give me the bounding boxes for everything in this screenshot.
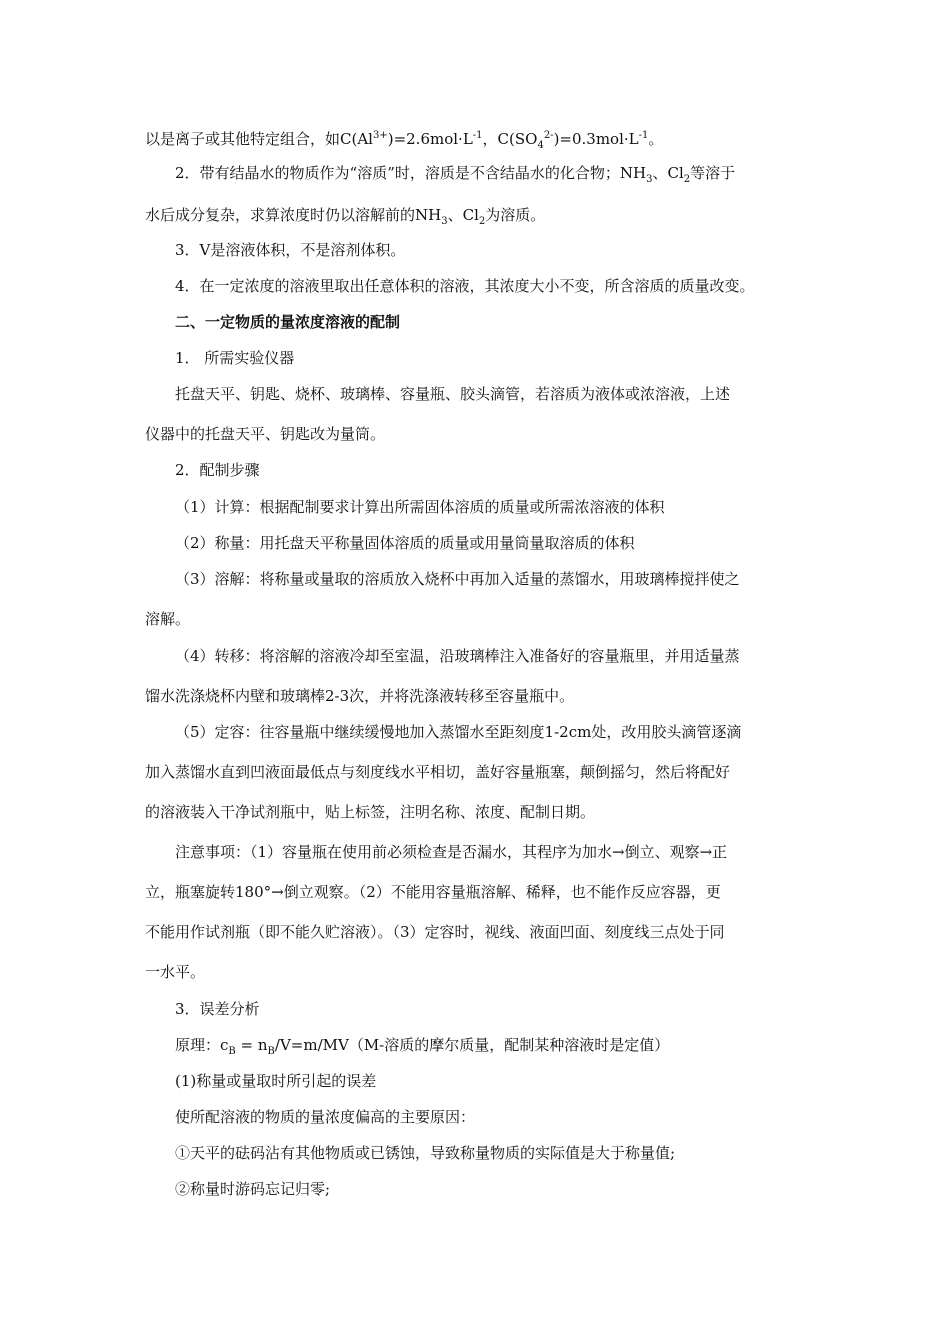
text-span: 2．带有结晶水的物质作为“溶质”时，溶质是不含结晶水的化合物；NH <box>175 164 647 182</box>
step-line: 馏水洗涤烧杯内壁和玻璃棒2-3次，并将洗涤液转移至容量瓶中。 <box>145 687 575 705</box>
subscript: 2 <box>683 174 691 185</box>
step-line: 溶解。 <box>145 610 191 628</box>
text-span: 。 <box>648 130 664 148</box>
subscript: 3 <box>646 174 653 185</box>
subscript: 4 <box>537 140 544 151</box>
list-item: ②称量时游码忘记归零; <box>175 1180 331 1198</box>
section-heading: 二、一定物质的量浓度溶液的配制 <box>175 313 401 331</box>
subscript: B <box>267 1046 275 1057</box>
text-span: 水后成分复杂，求算浓度时仍以溶解前的NH <box>145 206 442 224</box>
text-span: 等溶于 <box>690 164 736 182</box>
notes-line: 不能用作试剂瓶（即不能久贮溶液）。（3）定容时，视线、液面凹面、刻度线三点处于同 <box>145 923 725 941</box>
superscript: 2- <box>543 130 554 141</box>
notes-line: 注意事项：（1）容量瓶在使用前必须检查是否漏水，其程序为加水→倒立、观察→正 <box>175 843 728 861</box>
step-line: 的溶液装入干净试剂瓶中，贴上标签，注明名称、浓度、配制日期。 <box>145 803 596 821</box>
subsection-title: 2．配制步骤 <box>175 461 260 479</box>
principle-line <box>175 1035 669 1062</box>
text-span: = n <box>235 1036 268 1054</box>
text-span: ，C(SO <box>482 130 538 148</box>
step-line: （5）定容：往容量瓶中继续缓慢地加入蒸馏水至距刻度1-2cm处，改用胶头滴管逐滴 <box>175 723 742 741</box>
notes-line: 立，瓶塞旋转180°→倒立观察。（2）不能用容量瓶溶解、稀释，也不能作反应容器，更 <box>145 883 721 901</box>
text-span: 以是离子或其他特定组合，如C(Al <box>145 130 373 148</box>
text-line <box>175 163 735 190</box>
text-line: 3．V是溶液体积，不是溶剂体积。 <box>175 241 406 259</box>
text-span: )=2.6mol·L <box>387 130 473 148</box>
text-line: 使所配溶液的物质的量浓度偏高的主要原因： <box>175 1108 476 1126</box>
step-line: 加入蒸馏水直到凹液面最低点与刻度线水平相切，盖好容量瓶塞，颠倒摇匀，然后将配好 <box>145 763 731 781</box>
superscript: -1 <box>472 130 483 141</box>
subsection-title: 1． 所需实验仪器 <box>175 349 295 367</box>
text-span: )=0.3mol·L <box>553 130 639 148</box>
subsection-title: 3．误差分析 <box>175 1000 260 1018</box>
text-span: 、Cl <box>447 206 479 224</box>
superscript: 3+ <box>372 130 388 141</box>
text-span: /V=m/MV（M-溶质的摩尔质量，配制某种溶液时是定值） <box>274 1036 670 1054</box>
step-line: （1）计算：根据配制要求计算出所需固体溶质的质量或所需浓溶液的体积 <box>175 498 665 516</box>
text-span: 原理：c <box>175 1036 229 1054</box>
text-span: 为溶质。 <box>485 206 546 224</box>
list-item: ①天平的砝码沾有其他物质或已锈蚀，导致称量物质的实际值是大于称量值; <box>175 1144 676 1162</box>
text-line: 托盘天平、钥匙、烧杯、玻璃棒、容量瓶、胶头滴管，若溶质为液体或浓溶液，上述 <box>175 385 731 403</box>
text-line: 仪器中的托盘天平、钥匙改为量筒。 <box>145 425 386 443</box>
subscript: 3 <box>441 216 448 227</box>
text-line: 4．在一定浓度的溶液里取出任意体积的溶液，其浓度大小不变，所含溶质的质量改变。 <box>175 277 755 295</box>
subscript: 2 <box>478 216 486 227</box>
subscript: B <box>228 1046 236 1057</box>
text-line <box>145 205 545 232</box>
text-line: (1)称量或量取时所引起的误差 <box>175 1072 377 1090</box>
step-line: （4）转移：将溶解的溶液冷却至室温，沿玻璃棒注入准备好的容量瓶里，并用适量蒸 <box>175 647 740 665</box>
notes-line: 一水平。 <box>145 963 206 981</box>
step-line: （3）溶解：将称量或量取的溶质放入烧杯中再加入适量的蒸馏水，用玻璃棒搅拌使之 <box>175 570 740 588</box>
superscript: -1 <box>638 130 649 141</box>
step-line: （2）称量：用托盘天平称量固体溶质的质量或用量筒量取溶质的体积 <box>175 534 635 552</box>
text-line <box>145 126 663 156</box>
text-span: 、Cl <box>652 164 684 182</box>
